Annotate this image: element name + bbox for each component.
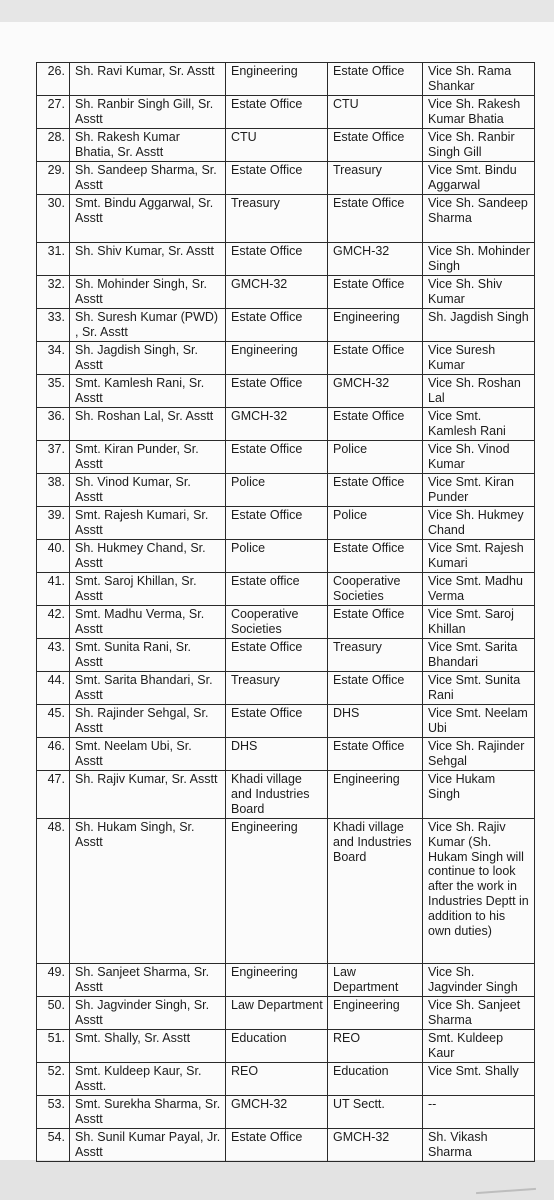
employee-name-cell: Smt. Bindu Aggarwal, Sr. Asstt xyxy=(70,195,226,243)
table-row xyxy=(37,1129,535,1162)
table-row xyxy=(37,276,535,309)
table-row xyxy=(37,964,535,997)
table-row xyxy=(37,309,535,342)
to-department-cell: Estate Office xyxy=(328,408,423,441)
employee-name-cell: Sh. Jagdish Singh, Sr. Asstt xyxy=(70,342,226,375)
from-department-cell: Treasury xyxy=(226,672,328,705)
from-department-cell: Engineering xyxy=(226,342,328,375)
from-department-cell: Estate Office xyxy=(226,243,328,276)
remarks-cell: Vice Sh. Sanjeet Sharma xyxy=(423,997,535,1030)
from-department-cell: CTU xyxy=(226,129,328,162)
employee-name-cell: Sh. Ravi Kumar, Sr. Asstt xyxy=(70,63,226,96)
table-row xyxy=(37,63,535,96)
serial-number-cell: 41. xyxy=(37,573,70,606)
from-department-cell: Estate office xyxy=(226,573,328,606)
from-department-cell: Engineering xyxy=(226,63,328,96)
remarks-cell: Vice Smt. Neelam Ubi xyxy=(423,705,535,738)
table-row xyxy=(37,705,535,738)
employee-name-cell: Sh. Rajiv Kumar, Sr. Asstt xyxy=(70,771,226,819)
employee-name-cell: Smt. Sunita Rani, Sr. Asstt xyxy=(70,639,226,672)
from-department-cell: Estate Office xyxy=(226,162,328,195)
employee-name-cell: Smt. Kiran Punder, Sr. Asstt xyxy=(70,441,226,474)
remarks-cell: Vice Sh. Vinod Kumar xyxy=(423,441,535,474)
remarks-cell: Smt. Kuldeep Kaur xyxy=(423,1030,535,1063)
from-department-cell: Treasury xyxy=(226,195,328,243)
table-row xyxy=(37,819,535,964)
from-department-cell: Estate Office xyxy=(226,639,328,672)
table-row xyxy=(37,738,535,771)
from-department-cell: Estate Office xyxy=(226,441,328,474)
employee-name-cell: Sh. Jagvinder Singh, Sr. Asstt xyxy=(70,997,226,1030)
to-department-cell: GMCH-32 xyxy=(328,1129,423,1162)
serial-number-cell: 40. xyxy=(37,540,70,573)
employee-name-cell: Sh. Sunil Kumar Payal, Jr. Asstt xyxy=(70,1129,226,1162)
serial-number-cell: 31. xyxy=(37,243,70,276)
to-department-cell: UT Sectt. xyxy=(328,1096,423,1129)
remarks-cell: Vice Sh. Sandeep Sharma xyxy=(423,195,535,243)
serial-number-cell: 34. xyxy=(37,342,70,375)
employee-name-cell: Sh. Hukam Singh, Sr. Asstt xyxy=(70,819,226,964)
serial-number-cell: 53. xyxy=(37,1096,70,1129)
table-row xyxy=(37,129,535,162)
remarks-cell: Vice Sh. Rama Shankar xyxy=(423,63,535,96)
to-department-cell: Estate Office xyxy=(328,129,423,162)
table-row xyxy=(37,441,535,474)
table-row xyxy=(37,162,535,195)
serial-number-cell: 37. xyxy=(37,441,70,474)
serial-number-cell: 46. xyxy=(37,738,70,771)
remarks-cell: Vice Smt. Sarita Bhandari xyxy=(423,639,535,672)
to-department-cell: CTU xyxy=(328,96,423,129)
remarks-cell: Vice Sh. Rajinder Sehgal xyxy=(423,738,535,771)
table-row xyxy=(37,672,535,705)
table-row xyxy=(37,1096,535,1129)
to-department-cell: Engineering xyxy=(328,771,423,819)
to-department-cell: Estate Office xyxy=(328,276,423,309)
serial-number-cell: 44. xyxy=(37,672,70,705)
serial-number-cell: 28. xyxy=(37,129,70,162)
remarks-cell: -- xyxy=(423,1096,535,1129)
serial-number-cell: 54. xyxy=(37,1129,70,1162)
table-row xyxy=(37,474,535,507)
table-row xyxy=(37,375,535,408)
serial-number-cell: 52. xyxy=(37,1063,70,1096)
remarks-cell: Vice Smt. Sunita Rani xyxy=(423,672,535,705)
to-department-cell: GMCH-32 xyxy=(328,375,423,408)
table-row xyxy=(37,342,535,375)
employee-name-cell: Sh. Sandeep Sharma, Sr. Asstt xyxy=(70,162,226,195)
remarks-cell: Vice Sh. Jagvinder Singh xyxy=(423,964,535,997)
serial-number-cell: 32. xyxy=(37,276,70,309)
transfer-orders-body xyxy=(37,63,535,1162)
employee-name-cell: Sh. Rajinder Sehgal, Sr. Asstt xyxy=(70,705,226,738)
to-department-cell: Estate Office xyxy=(328,738,423,771)
remarks-cell: Vice Smt. Bindu Aggarwal xyxy=(423,162,535,195)
table-row xyxy=(37,540,535,573)
from-department-cell: Cooperative Societies xyxy=(226,606,328,639)
to-department-cell: Engineering xyxy=(328,997,423,1030)
serial-number-cell: 27. xyxy=(37,96,70,129)
to-department-cell: Police xyxy=(328,507,423,540)
employee-name-cell: Smt. Surekha Sharma, Sr. Asstt xyxy=(70,1096,226,1129)
remarks-cell: Vice Sh. Shiv Kumar xyxy=(423,276,535,309)
serial-number-cell: 39. xyxy=(37,507,70,540)
to-department-cell: Cooperative Societies xyxy=(328,573,423,606)
employee-name-cell: Sh. Vinod Kumar, Sr. Asstt xyxy=(70,474,226,507)
to-department-cell: Estate Office xyxy=(328,63,423,96)
to-department-cell: REO xyxy=(328,1030,423,1063)
remarks-cell: Vice Smt. Kamlesh Rani xyxy=(423,408,535,441)
employee-name-cell: Smt. Kuldeep Kaur, Sr. Asstt. xyxy=(70,1063,226,1096)
from-department-cell: GMCH-32 xyxy=(226,276,328,309)
remarks-cell: Vice Sh. Mohinder Singh xyxy=(423,243,535,276)
remarks-cell: Vice Sh. Roshan Lal xyxy=(423,375,535,408)
from-department-cell: DHS xyxy=(226,738,328,771)
serial-number-cell: 42. xyxy=(37,606,70,639)
remarks-cell: Vice Smt. Rajesh Kumari xyxy=(423,540,535,573)
employee-name-cell: Sh. Rakesh Kumar Bhatia, Sr. Asstt xyxy=(70,129,226,162)
table-row xyxy=(37,639,535,672)
employee-name-cell: Smt. Neelam Ubi, Sr. Asstt xyxy=(70,738,226,771)
to-department-cell: Police xyxy=(328,441,423,474)
employee-name-cell: Sh. Mohinder Singh, Sr. Asstt xyxy=(70,276,226,309)
from-department-cell: Police xyxy=(226,474,328,507)
to-department-cell: DHS xyxy=(328,705,423,738)
remarks-cell: Vice Hukam Singh xyxy=(423,771,535,819)
employee-name-cell: Smt. Kamlesh Rani, Sr. Asstt xyxy=(70,375,226,408)
remarks-cell: Vice Sh. Hukmey Chand xyxy=(423,507,535,540)
from-department-cell: Estate Office xyxy=(226,96,328,129)
employee-name-cell: Sh. Shiv Kumar, Sr. Asstt xyxy=(70,243,226,276)
serial-number-cell: 33. xyxy=(37,309,70,342)
employee-name-cell: Smt. Shally, Sr. Asstt xyxy=(70,1030,226,1063)
to-department-cell: Treasury xyxy=(328,162,423,195)
table-row xyxy=(37,606,535,639)
to-department-cell: Estate Office xyxy=(328,474,423,507)
employee-name-cell: Sh. Ranbir Singh Gill, Sr. Asstt xyxy=(70,96,226,129)
from-department-cell: Engineering xyxy=(226,964,328,997)
serial-number-cell: 50. xyxy=(37,997,70,1030)
to-department-cell: Estate Office xyxy=(328,342,423,375)
remarks-cell: Vice Sh. Rakesh Kumar Bhatia xyxy=(423,96,535,129)
transfer-orders-table xyxy=(36,62,535,1162)
employee-name-cell: Smt. Madhu Verma, Sr. Asstt xyxy=(70,606,226,639)
employee-name-cell: Sh. Hukmey Chand, Sr. Asstt xyxy=(70,540,226,573)
employee-name-cell: Smt. Saroj Khillan, Sr. Asstt xyxy=(70,573,226,606)
to-department-cell: Engineering xyxy=(328,309,423,342)
bottom-background xyxy=(0,1160,554,1200)
to-department-cell: Estate Office xyxy=(328,606,423,639)
serial-number-cell: 26. xyxy=(37,63,70,96)
from-department-cell: Estate Office xyxy=(226,1129,328,1162)
remarks-cell: Vice Smt. Saroj Khillan xyxy=(423,606,535,639)
to-department-cell: GMCH-32 xyxy=(328,243,423,276)
remarks-cell: Vice Smt. Madhu Verma xyxy=(423,573,535,606)
to-department-cell: Law Department xyxy=(328,964,423,997)
remarks-cell: Vice Sh. Rajiv Kumar (Sh. Hukam Singh will continue to look after the work in Industries Deptt in addition to his own duties) xyxy=(423,819,535,964)
from-department-cell: Engineering xyxy=(226,819,328,964)
to-department-cell: Education xyxy=(328,1063,423,1096)
remarks-cell: Vice Smt. Shally xyxy=(423,1063,535,1096)
table-row xyxy=(37,771,535,819)
table-row xyxy=(37,243,535,276)
serial-number-cell: 48. xyxy=(37,819,70,964)
table-row xyxy=(37,997,535,1030)
serial-number-cell: 47. xyxy=(37,771,70,819)
to-department-cell: Khadi village and Industries Board xyxy=(328,819,423,964)
table-row xyxy=(37,408,535,441)
employee-name-cell: Sh. Suresh Kumar (PWD) , Sr. Asstt xyxy=(70,309,226,342)
table-row xyxy=(37,96,535,129)
from-department-cell: Khadi village and Industries Board xyxy=(226,771,328,819)
from-department-cell: GMCH-32 xyxy=(226,1096,328,1129)
table-row xyxy=(37,573,535,606)
to-department-cell: Estate Office xyxy=(328,672,423,705)
top-background xyxy=(0,0,554,22)
table-row xyxy=(37,195,535,243)
employee-name-cell: Sh. Sanjeet Sharma, Sr. Asstt xyxy=(70,964,226,997)
page-corner-mark xyxy=(476,1188,536,1194)
serial-number-cell: 38. xyxy=(37,474,70,507)
serial-number-cell: 36. xyxy=(37,408,70,441)
serial-number-cell: 29. xyxy=(37,162,70,195)
to-department-cell: Treasury xyxy=(328,639,423,672)
employee-name-cell: Smt. Rajesh Kumari, Sr. Asstt xyxy=(70,507,226,540)
from-department-cell: Education xyxy=(226,1030,328,1063)
from-department-cell: GMCH-32 xyxy=(226,408,328,441)
table-row xyxy=(37,1030,535,1063)
employee-name-cell: Smt. Sarita Bhandari, Sr. Asstt xyxy=(70,672,226,705)
serial-number-cell: 45. xyxy=(37,705,70,738)
to-department-cell: Estate Office xyxy=(328,195,423,243)
from-department-cell: Estate Office xyxy=(226,507,328,540)
serial-number-cell: 49. xyxy=(37,964,70,997)
remarks-cell: Sh. Vikash Sharma xyxy=(423,1129,535,1162)
serial-number-cell: 30. xyxy=(37,195,70,243)
remarks-cell: Vice Suresh Kumar xyxy=(423,342,535,375)
serial-number-cell: 51. xyxy=(37,1030,70,1063)
serial-number-cell: 35. xyxy=(37,375,70,408)
to-department-cell: Estate Office xyxy=(328,540,423,573)
from-department-cell: Estate Office xyxy=(226,309,328,342)
serial-number-cell: 43. xyxy=(37,639,70,672)
remarks-cell: Vice Smt. Kiran Punder xyxy=(423,474,535,507)
remarks-cell: Sh. Jagdish Singh xyxy=(423,309,535,342)
table-row xyxy=(37,507,535,540)
employee-name-cell: Sh. Roshan Lal, Sr. Asstt xyxy=(70,408,226,441)
from-department-cell: REO xyxy=(226,1063,328,1096)
remarks-cell: Vice Sh. Ranbir Singh Gill xyxy=(423,129,535,162)
from-department-cell: Estate Office xyxy=(226,705,328,738)
table-row xyxy=(37,1063,535,1096)
from-department-cell: Police xyxy=(226,540,328,573)
from-department-cell: Estate Office xyxy=(226,375,328,408)
from-department-cell: Law Department xyxy=(226,997,328,1030)
